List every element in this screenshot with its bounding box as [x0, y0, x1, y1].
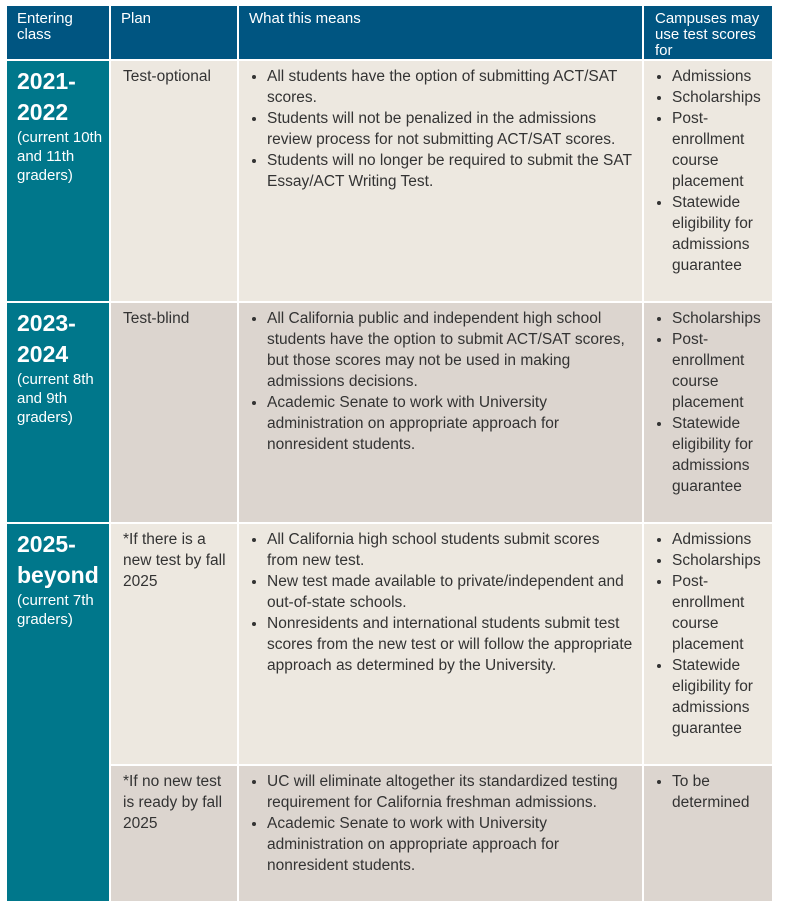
grades-label: (current 7th graders): [17, 592, 94, 628]
plan-cell: *If no new test is ready by fall 2025: [110, 765, 238, 902]
campuses-cell: [643, 302, 773, 523]
table-row: [6, 765, 773, 902]
entering-class-cell: [6, 523, 110, 902]
list-item: • New test made available to private/independent and out-of-state schools.: [267, 571, 634, 613]
year-label: 2025-beyond: [17, 531, 99, 588]
list-item: • UC will eliminate altogether its standardized testing requirement for California freshman admissions.: [267, 771, 634, 813]
list-item: • All California high school students submit scores from new test.: [267, 529, 634, 571]
list-item: • Students will not be penalized in the admissions review process for not submitting ACT/SAT scores.: [267, 108, 634, 150]
list-item: • To be determined: [672, 771, 768, 813]
header-row: [6, 5, 773, 60]
list-item: • All students have the option of submitting ACT/SAT scores.: [267, 66, 634, 108]
list-item: • Statewide eligibility for admissions guarantee: [672, 655, 768, 739]
header-entering-class: Entering class: [6, 5, 110, 60]
year-label: 2021-2022: [17, 68, 76, 125]
meaning-cell: [238, 60, 643, 302]
list-item: • Post-enrollment course placement: [672, 329, 768, 413]
entering-class-cell: [6, 60, 110, 302]
meaning-cell: [238, 302, 643, 523]
list-item: • Academic Senate to work with University administration on appropriate approach for nonresident students.: [267, 813, 634, 876]
meaning-cell: [238, 523, 643, 765]
header-plan: Plan: [110, 5, 238, 60]
plan-cell: *If there is a new test by fall 2025: [110, 523, 238, 765]
entering-class-cell: [6, 302, 110, 523]
list-item: • Post-enrollment course placement: [672, 108, 768, 192]
list-item: • Admissions: [672, 66, 768, 87]
testing-policy-table: [5, 4, 774, 903]
list-item: • Statewide eligibility for admissions guarantee: [672, 413, 768, 497]
campuses-cell: [643, 60, 773, 302]
table-row: [6, 60, 773, 302]
list-item: • All California public and independent high school students have the option to submit ACT/SAT scores, but those scores may not be used in making admissions decisions.: [267, 308, 634, 392]
list-item: • Academic Senate to work with University administration on appropriate approach for nonresident students.: [267, 392, 634, 455]
list-item: • Students will no longer be required to submit the SAT Essay/ACT Writing Test.: [267, 150, 634, 192]
grades-label: (current 10th and 11th graders): [17, 129, 103, 184]
meaning-cell: [238, 765, 643, 902]
plan-cell: Test-blind: [110, 302, 238, 523]
campuses-cell: [643, 765, 773, 902]
plan-cell: Test-optional: [110, 60, 238, 302]
header-meaning: What this means: [238, 5, 643, 60]
campuses-cell: [643, 523, 773, 765]
table-row: [6, 302, 773, 523]
list-item: • Scholarships: [672, 308, 768, 329]
list-item: • Nonresidents and international students submit test scores from the new test or will follow the appropriate approach as determined by the University.: [267, 613, 634, 676]
list-item: • Scholarships: [672, 550, 768, 571]
list-item: • Admissions: [672, 529, 768, 550]
grades-label: (current 8th and 9th graders): [17, 371, 94, 426]
list-item: • Statewide eligibility for admissions guarantee: [672, 192, 768, 276]
list-item: • Scholarships: [672, 87, 768, 108]
list-item: • Post-enrollment course placement: [672, 571, 768, 655]
table-row: [6, 523, 773, 765]
header-campuses: Campuses may use test scores for: [643, 5, 773, 60]
year-label: 2023-2024: [17, 310, 76, 367]
